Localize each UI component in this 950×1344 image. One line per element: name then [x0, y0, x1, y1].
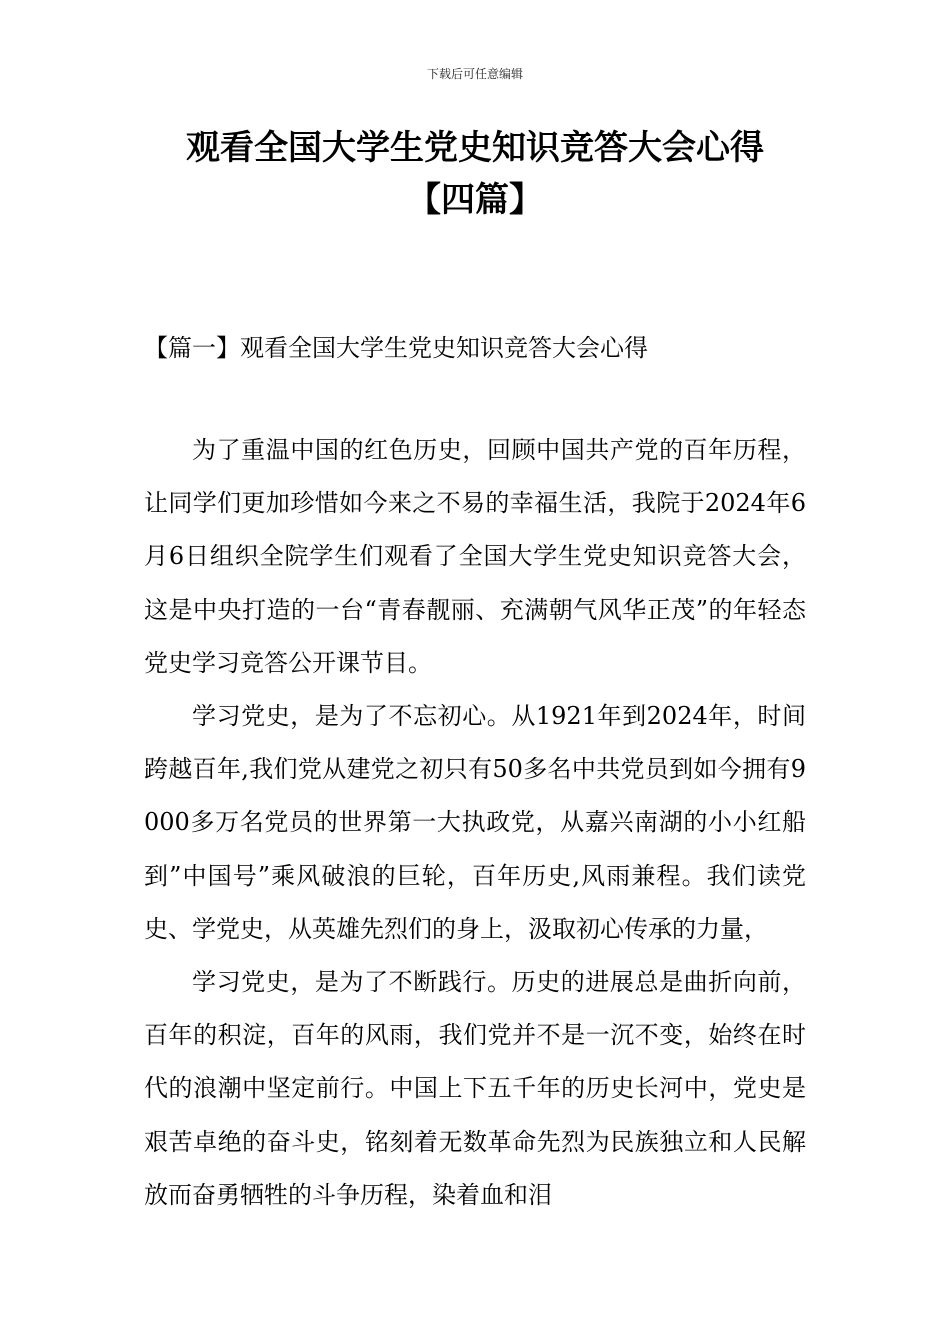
paragraph-2: 学习党史，是为了不忘初心。从1921年到2024年，时间跨越百年,我们党从建党之初只有50多名中共党员到如今拥有9000多万名党员的世界第一大执政党，从嘉兴南湖的小小红船到”中国号”乘风破浪的巨轮，百年历史,风雨兼程。我们读党史、学党史，从英雄先烈们的身上，汲取初心传承的力量，	[144, 702, 806, 943]
document-body	[144, 424, 806, 1222]
document-title-line-1: 观看全国大学生党史知识竞答大会心得	[186, 128, 764, 168]
document-title-line-2: 【四篇】	[407, 180, 543, 220]
paragraph-3: 学习党史，是为了不断践行。历史的进展总是曲折向前，百年的积淀，百年的风雨，我们党并不是一沉不变，始终在时代的浪潮中坚定前行。中国上下五千年的历史长河中，党史是艰苦卓绝的奋斗史，铭刻着无数革命先烈为民族独立和人民解放而奋勇牺牲的斗争历程，染着血和泪	[144, 968, 806, 1209]
header-note: 下载后可任意编辑	[426, 67, 523, 81]
document-title	[100, 122, 850, 226]
paragraph-1: 为了重温中国的红色历史，回顾中国共产党的百年历程，让同学们更加珍惜如今来之不易的幸福生活，我院于2024年6月6日组织全院学生们观看了全国大学生党史知识竞答大会，这是中央打造的一台“青春靓丽、充满朝气风华正茂”的年轻态党史学习竞答公开课节目。	[144, 436, 806, 677]
section-heading: 【篇一】观看全国大学生党史知识竞答大会心得	[144, 334, 648, 362]
